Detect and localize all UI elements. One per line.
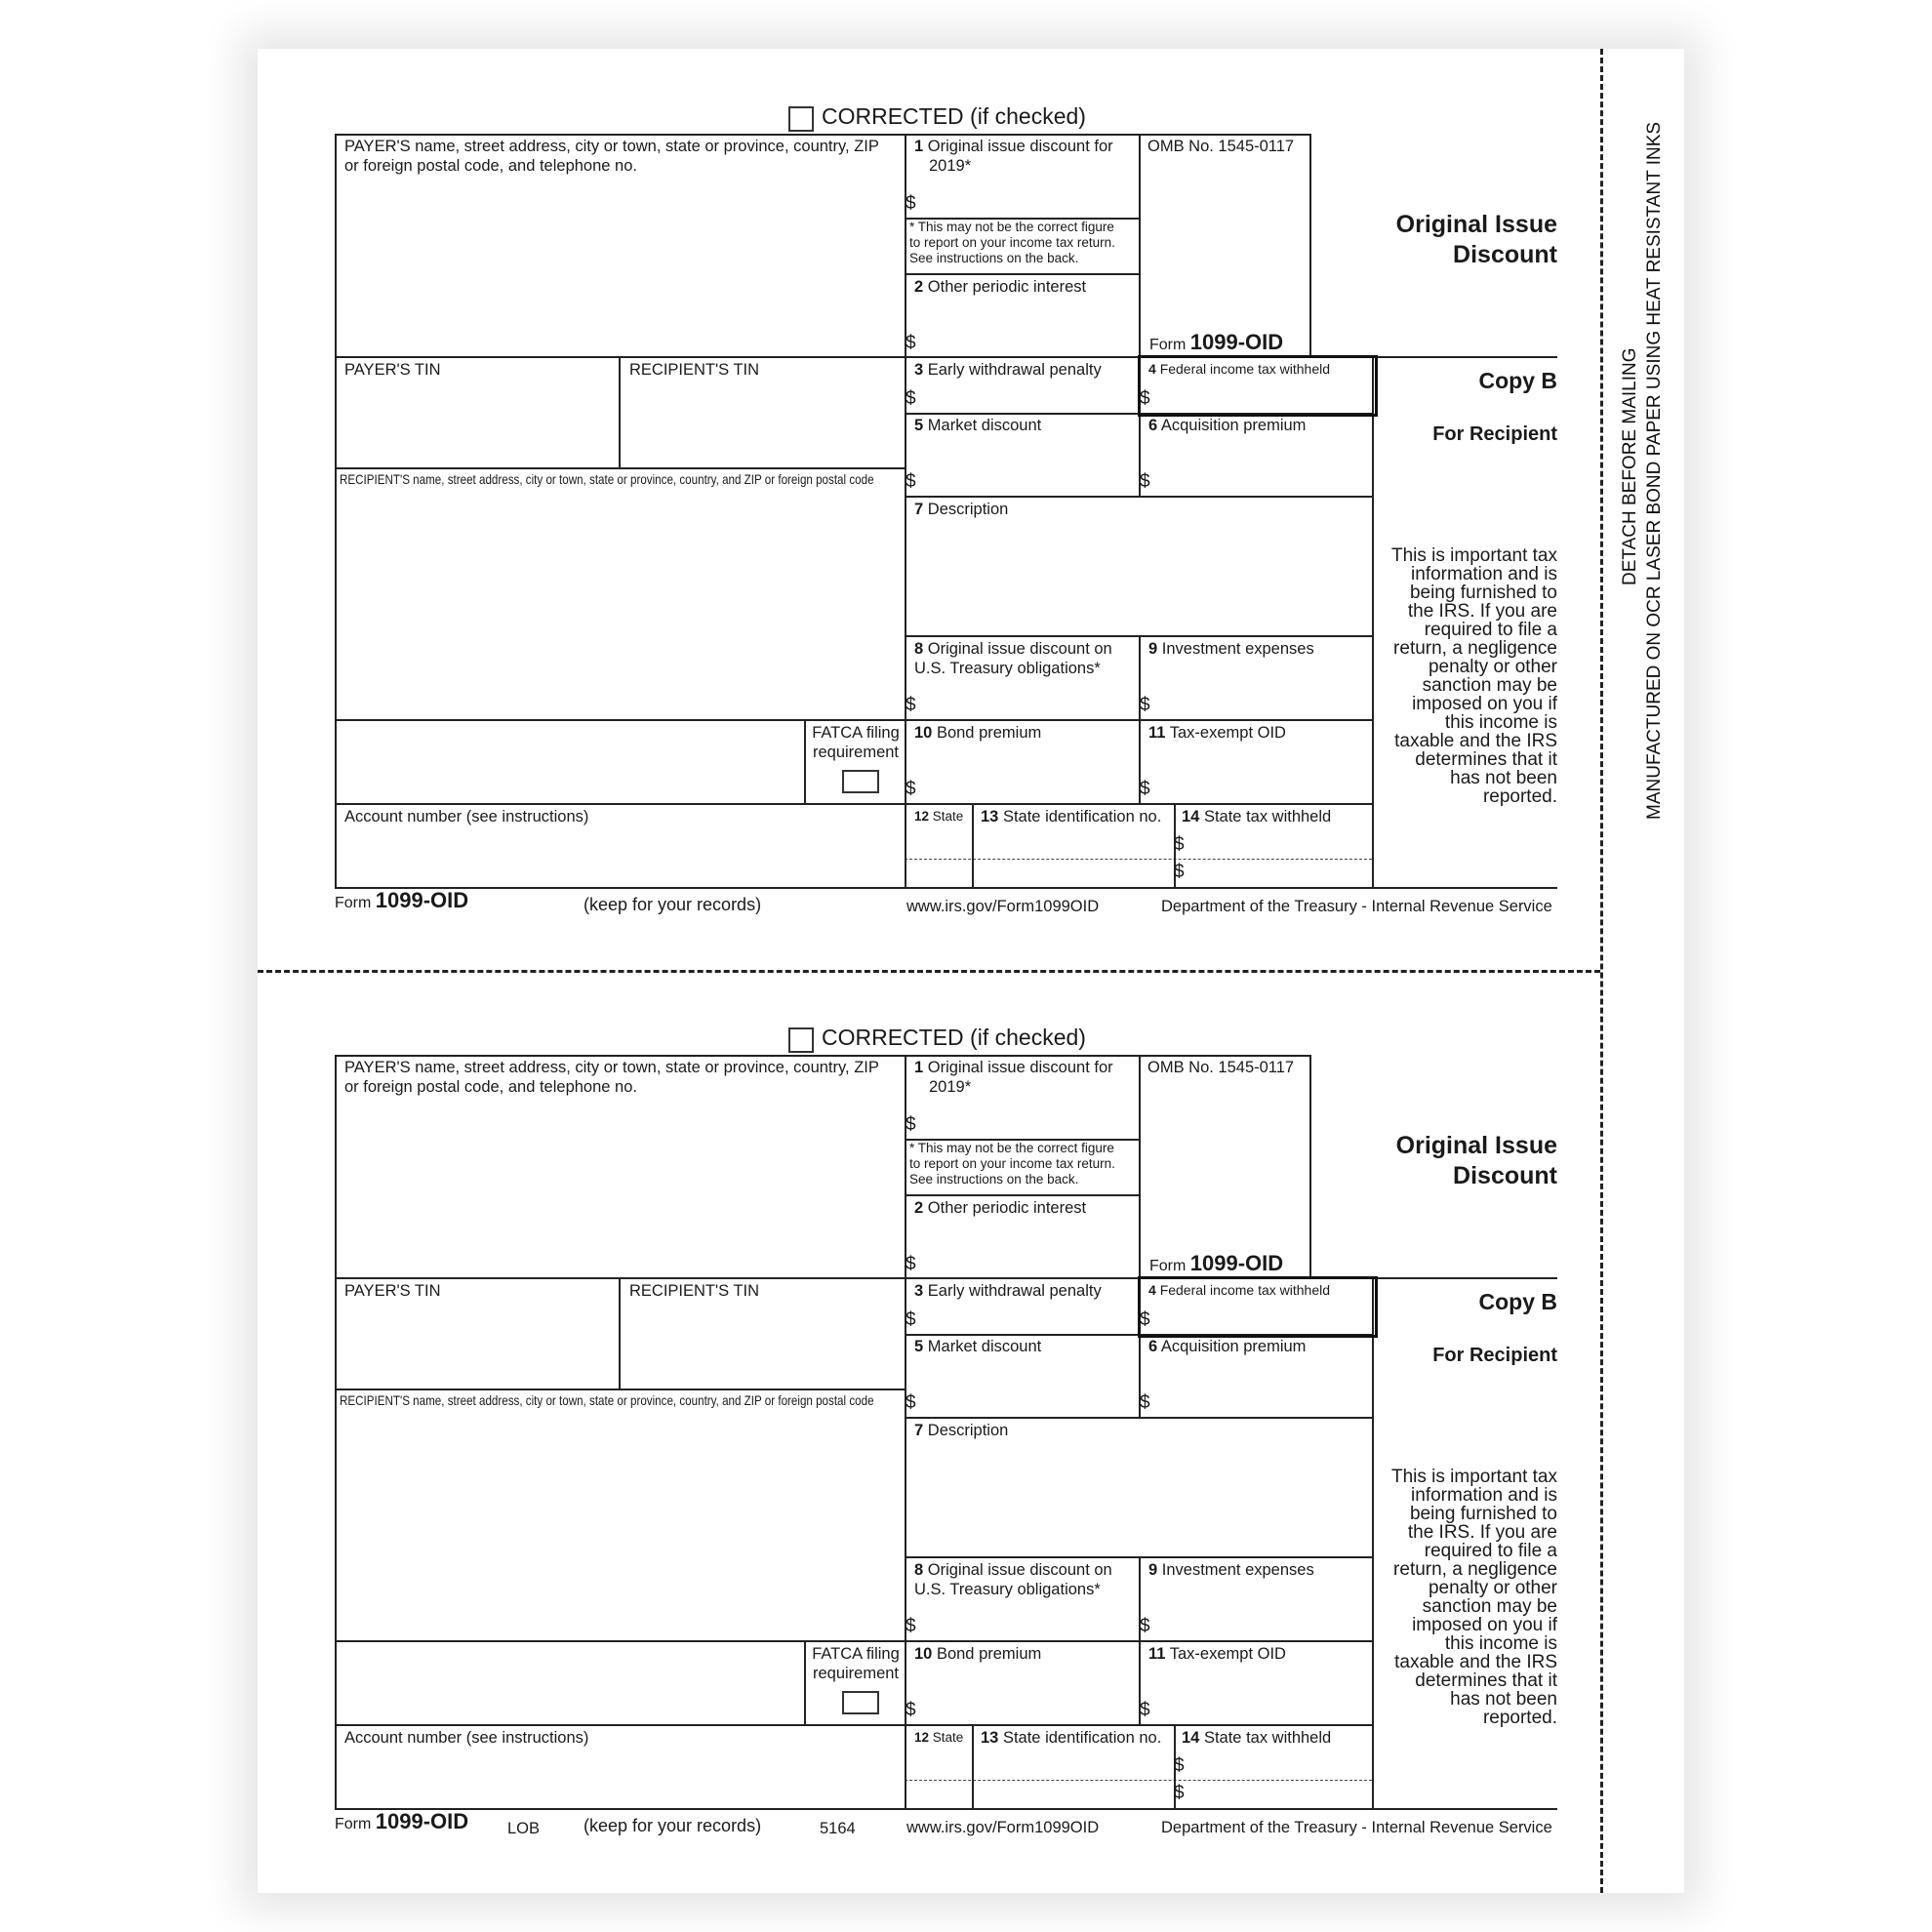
- box3-dollar: $: [906, 1309, 916, 1330]
- form-text: 6: [1148, 417, 1158, 434]
- box5-dollar: $: [906, 471, 916, 492]
- form-text: State: [932, 1730, 964, 1745]
- form-text: 14: [1182, 808, 1200, 825]
- box10-dollar: $: [906, 1700, 916, 1720]
- keep-records: (keep for your records): [584, 895, 762, 914]
- form-text: return, a negligence: [1393, 638, 1557, 659]
- form-name-footer: [335, 1809, 468, 1834]
- form-text: Original Issue: [1395, 211, 1557, 238]
- box10-dollar: $: [906, 779, 916, 799]
- form-text: this income is: [1444, 712, 1557, 733]
- box14-dollar-2: $: [1174, 1783, 1185, 1803]
- form-text: information and is: [1411, 564, 1557, 584]
- form-text: 8: [914, 1561, 924, 1579]
- fatca-label-2: requirement: [812, 1665, 900, 1682]
- box4-dollar: $: [1140, 388, 1150, 409]
- corrected-checkbox[interactable]: [788, 106, 814, 132]
- payer-name-label-2: or foreign postal code, and telephone no.: [344, 1078, 637, 1096]
- form-name-top: [1149, 330, 1283, 355]
- box6-dollar: $: [1140, 1392, 1150, 1413]
- corrected-checkbox[interactable]: [788, 1027, 814, 1053]
- box2-dollar: $: [906, 1254, 916, 1274]
- important-notice: [1362, 546, 1557, 806]
- box1-label: [914, 137, 1113, 156]
- form-text: Form: [335, 1816, 372, 1832]
- box11-label: [1148, 723, 1286, 743]
- recipient-name-label: RECIPIENT'S name, street address, city or town, state or province, country, and ZIP or foreign postal code: [340, 471, 874, 487]
- form-text: 11: [1148, 1645, 1166, 1663]
- form-text: This is important tax: [1391, 1467, 1557, 1487]
- form-text: imposed on you if: [1412, 694, 1557, 714]
- box14-dollar-1: $: [1174, 834, 1185, 855]
- form-text: Market discount: [927, 417, 1042, 434]
- form-text: reported.: [1482, 786, 1557, 807]
- box1-footnote-2: to report on your income tax return.: [909, 235, 1115, 250]
- form-text: Original issue discount for: [927, 1059, 1113, 1076]
- box4-label: [1148, 1282, 1330, 1299]
- omb-number: OMB No. 1545-0117: [1147, 1059, 1295, 1076]
- box12-label: [914, 809, 963, 825]
- form-text: 6: [1148, 1338, 1158, 1355]
- box1-dollar: $: [906, 1114, 916, 1135]
- form-text: Tax-exempt OID: [1169, 724, 1286, 742]
- lob-code: LOB: [507, 1820, 541, 1837]
- form-text: Early withdrawal penalty: [927, 1282, 1102, 1300]
- recipient-name-label: RECIPIENT'S name, street address, city or town, state or province, country, and ZIP or foreign postal code: [340, 1392, 874, 1408]
- box4-label: [1148, 361, 1330, 378]
- box12-label: [914, 1730, 963, 1746]
- fatca-checkbox[interactable]: [842, 770, 879, 793]
- form-text: penalty or other: [1428, 657, 1557, 677]
- form-text: being furnished to: [1409, 583, 1557, 603]
- form-text: return, a negligence: [1393, 1559, 1557, 1580]
- payer-name-label: PAYER'S name, street address, city or town, state or province, country, ZIP: [344, 1059, 879, 1076]
- treasury-dept: Department of the Treasury - Internal Revenue Service: [1161, 1819, 1552, 1836]
- box7-label: [914, 1421, 1008, 1440]
- box1-footnote-3: See instructions on the back.: [909, 251, 1079, 265]
- box1-footnote-2: to report on your income tax return.: [909, 1156, 1115, 1171]
- form-text: Description: [927, 1422, 1009, 1439]
- form-text: This is important tax: [1391, 545, 1557, 566]
- form-text: the IRS. If you are: [1407, 1522, 1557, 1543]
- form-text: Bond premium: [936, 724, 1042, 742]
- form-name-top: [1149, 1251, 1283, 1276]
- form-text: Form: [1149, 337, 1187, 353]
- box2-label: [914, 277, 1086, 297]
- form-text: Discount: [1453, 1162, 1557, 1189]
- form-name-footer: [335, 888, 468, 913]
- form-text: Investment expenses: [1161, 1561, 1314, 1579]
- box11-label: [1148, 1644, 1286, 1664]
- form-text: Original Issue: [1395, 1132, 1557, 1159]
- form-text: 9: [1148, 1561, 1158, 1579]
- form-text: Federal income tax withheld: [1159, 361, 1330, 377]
- payer-tin-label: PAYER'S TIN: [344, 361, 441, 379]
- form-text: Form: [335, 895, 372, 911]
- form-text: determines that it: [1415, 749, 1557, 770]
- form-text: penalty or other: [1428, 1578, 1557, 1598]
- box5-label: [914, 1337, 1041, 1356]
- form-text: 12: [914, 809, 930, 824]
- box8-label-2: U.S. Treasury obligations*: [914, 1581, 1101, 1598]
- form-text: Original issue discount on: [927, 640, 1112, 658]
- box6-label: [1148, 416, 1306, 435]
- form-text: information and is: [1411, 1485, 1557, 1506]
- box1-label: [914, 1058, 1113, 1077]
- box14-label: [1182, 807, 1331, 826]
- form-text: Other periodic interest: [927, 278, 1087, 296]
- form-text: 1099-OID: [1189, 330, 1284, 354]
- box1-footnote-1: * This may not be the correct figure: [909, 220, 1114, 234]
- form-text: 1099-OID: [375, 1809, 469, 1833]
- form-text: this income is: [1444, 1633, 1557, 1654]
- form-text: 2: [914, 278, 924, 296]
- box3-label: [914, 1281, 1102, 1301]
- box9-label: [1148, 1560, 1314, 1580]
- for-recipient-label: For Recipient: [1432, 423, 1557, 445]
- keep-records: (keep for your records): [584, 1816, 762, 1835]
- recipient-tin-label: RECIPIENT'S TIN: [629, 1282, 760, 1300]
- form-text: 1099-OID: [1189, 1251, 1284, 1275]
- omb-number: OMB No. 1545-0117: [1147, 138, 1295, 155]
- form-text: being furnished to: [1409, 1504, 1557, 1524]
- fatca-label: FATCA filing: [812, 1645, 900, 1663]
- box14-dollar-2: $: [1174, 862, 1185, 882]
- form-text: 2: [914, 1199, 924, 1217]
- form-1099-oid: [0, 0, 1932, 921]
- box6-label: [1148, 1337, 1306, 1356]
- box10-label: [914, 1644, 1041, 1664]
- fatca-checkbox[interactable]: [842, 1691, 879, 1714]
- fatca-label-2: requirement: [812, 744, 900, 761]
- important-notice: [1362, 1468, 1557, 1727]
- form-text: Early withdrawal penalty: [927, 361, 1102, 379]
- form-text: 12: [914, 1730, 930, 1745]
- box8-dollar: $: [906, 695, 916, 715]
- form-text: State identification no.: [1002, 1729, 1162, 1747]
- form-text: Acquisition premium: [1160, 417, 1307, 434]
- form-text: 13: [981, 1729, 999, 1747]
- paper-note: MANUFACTURED ON OCR LASER BOND PAPER USING HEAT RESISTANT INKS: [1644, 121, 1665, 820]
- box3-dollar: $: [906, 388, 916, 409]
- form-text: State tax withheld: [1203, 808, 1332, 825]
- payer-name-label-2: or foreign postal code, and telephone no.: [344, 157, 637, 175]
- box13-label: [981, 1728, 1161, 1748]
- box1-dollar: $: [906, 193, 916, 214]
- form-text: taxable and the IRS: [1394, 1652, 1557, 1672]
- box7-label: [914, 500, 1008, 519]
- form-text: Tax-exempt OID: [1169, 1645, 1286, 1663]
- form-text: 10: [914, 1645, 933, 1663]
- form-text: 1: [914, 138, 924, 155]
- box11-dollar: $: [1140, 779, 1150, 799]
- form-text: 4: [1148, 361, 1156, 377]
- form-text: required to file a: [1424, 1541, 1557, 1561]
- form-1099-oid: [0, 921, 1932, 1842]
- box9-dollar: $: [1140, 1616, 1150, 1636]
- form-text: Original issue discount for: [927, 138, 1113, 155]
- box5-label: [914, 416, 1041, 435]
- box13-label: [981, 807, 1161, 826]
- form-text: 7: [914, 501, 924, 518]
- form-text: State: [932, 809, 964, 824]
- detach-note: DETACH BEFORE MAILING: [1620, 347, 1640, 585]
- fatca-label: FATCA filing: [812, 724, 900, 742]
- form-text: State tax withheld: [1203, 1729, 1332, 1747]
- payer-tin-label: PAYER'S TIN: [344, 1282, 441, 1300]
- box8-label: [914, 639, 1112, 659]
- form-text: required to file a: [1424, 620, 1557, 640]
- form-text: taxable and the IRS: [1394, 731, 1557, 751]
- box1-footnote-1: * This may not be the correct figure: [909, 1141, 1114, 1155]
- box1-footnote-3: See instructions on the back.: [909, 1172, 1079, 1187]
- form-text: Form: [1149, 1258, 1187, 1274]
- form-text: has not been: [1450, 768, 1557, 788]
- treasury-dept: Department of the Treasury - Internal Revenue Service: [1161, 898, 1552, 915]
- form-text: 4: [1148, 1282, 1156, 1298]
- corrected-label: CORRECTED (if checked): [822, 103, 1086, 129]
- payer-name-label: PAYER'S name, street address, city or town, state or province, country, ZIP: [344, 138, 879, 155]
- box9-label: [1148, 639, 1314, 659]
- box5-dollar: $: [906, 1392, 916, 1413]
- form-text: sanction may be: [1422, 1596, 1557, 1617]
- form-text: 3: [914, 361, 924, 379]
- form-text: 10: [914, 724, 933, 742]
- form-text: Other periodic interest: [927, 1199, 1087, 1217]
- form-text: the IRS. If you are: [1407, 601, 1557, 622]
- account-number-label: Account number (see instructions): [344, 1729, 589, 1747]
- account-number-label: Account number (see instructions): [344, 808, 589, 825]
- box6-dollar: $: [1140, 471, 1150, 492]
- box2-label: [914, 1198, 1086, 1218]
- form-text: Description: [927, 501, 1009, 518]
- box1-label-year: 2019*: [929, 1078, 972, 1096]
- form-text: Discount: [1453, 241, 1557, 268]
- form-text: determines that it: [1415, 1670, 1557, 1691]
- form-text: imposed on you if: [1412, 1615, 1557, 1635]
- box2-dollar: $: [906, 333, 916, 353]
- box3-label: [914, 360, 1102, 380]
- form-text: 5: [914, 1338, 924, 1355]
- form-text: 7: [914, 1422, 924, 1439]
- form-text: 3: [914, 1282, 924, 1300]
- form-text: 1: [914, 1059, 924, 1076]
- irs-url: www.irs.gov/Form1099OID: [906, 898, 1100, 915]
- box11-dollar: $: [1140, 1700, 1150, 1720]
- irs-url: www.irs.gov/Form1099OID: [906, 1819, 1100, 1836]
- box14-label: [1182, 1728, 1331, 1748]
- form-text: Original issue discount on: [927, 1561, 1112, 1579]
- form-text: Investment expenses: [1161, 640, 1314, 658]
- box4-dollar: $: [1140, 1309, 1150, 1330]
- form-text: 5: [914, 417, 924, 434]
- box14-dollar-1: $: [1174, 1755, 1185, 1776]
- form-text: 13: [981, 808, 999, 825]
- corrected-label: CORRECTED (if checked): [822, 1025, 1086, 1050]
- for-recipient-label: For Recipient: [1432, 1345, 1557, 1366]
- box8-label: [914, 1560, 1112, 1580]
- form-text: has not been: [1450, 1689, 1557, 1710]
- box1-label-year: 2019*: [929, 157, 972, 175]
- form-text: reported.: [1482, 1708, 1557, 1728]
- box9-dollar: $: [1140, 695, 1150, 715]
- form-text: 14: [1182, 1729, 1200, 1747]
- box8-dollar: $: [906, 1616, 916, 1636]
- form-text: Acquisition premium: [1160, 1338, 1307, 1355]
- form-title: [1347, 1131, 1557, 1191]
- form-text: 8: [914, 640, 924, 658]
- copy-label: Copy B: [1478, 1289, 1557, 1314]
- form-title: [1347, 210, 1557, 270]
- form-code: 5164: [820, 1820, 856, 1837]
- form-text: 9: [1148, 640, 1158, 658]
- copy-label: Copy B: [1478, 368, 1557, 393]
- form-text: Federal income tax withheld: [1159, 1282, 1330, 1298]
- form-text: State identification no.: [1002, 808, 1162, 825]
- recipient-tin-label: RECIPIENT'S TIN: [629, 361, 760, 379]
- box8-label-2: U.S. Treasury obligations*: [914, 660, 1101, 677]
- form-text: Market discount: [927, 1338, 1042, 1355]
- form-text: 11: [1148, 724, 1166, 742]
- form-text: sanction may be: [1422, 675, 1557, 696]
- form-text: 1099-OID: [375, 888, 469, 912]
- form-text: Bond premium: [936, 1645, 1042, 1663]
- box10-label: [914, 723, 1041, 743]
